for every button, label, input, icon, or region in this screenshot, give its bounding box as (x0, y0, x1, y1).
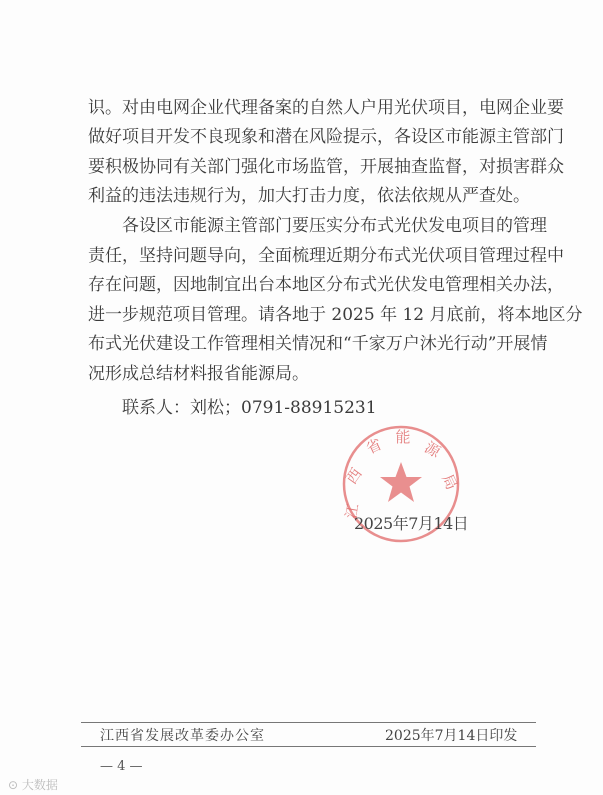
watermark (8, 776, 58, 793)
body-line: 进一步规范项目管理。请各地于 2025 年 12 月底前，将本地区分 (88, 305, 583, 325)
svg-text:省: 省 (363, 435, 385, 458)
body-line: 存在问题，因地制宜出台本地区分布式光伏发电管理相关办法， (88, 275, 564, 295)
svg-text:江: 江 (341, 502, 363, 521)
watermark-logo-icon: ⊙ (8, 778, 22, 792)
body-line: 责任，坚持问题导向，全面梳理近期分布式光伏项目管理过程中 (88, 246, 564, 266)
footer-org: 江西省发展改革委办公室 (100, 728, 265, 744)
body-line: 做好项目开发不良现象和潜在风险提示，各设区市能源主管部门 (88, 127, 564, 147)
footer-rule-top (81, 722, 536, 723)
contact-line: 联系人：刘松；0791-88915231 (122, 398, 377, 418)
footer-print-date: 2025年7月14日印发 (385, 728, 518, 744)
body-line: 布式光伏建设工作管理相关情况和“千家万户沐光行动”开展情 (88, 334, 548, 354)
svg-text:西: 西 (342, 464, 366, 488)
body-line: 利益的违法违规行为，加大打击力度，依法依规从严查处。 (88, 186, 530, 206)
body-line: 识。对由电网企业代理备案的自然人户用光伏项目，电网企业要 (88, 98, 564, 118)
body-line: 要积极协同有关部门强化市场监管，开展抽查监督，对损害群众 (88, 157, 564, 177)
page-number: — 4 — (100, 759, 143, 774)
body-line: 各设区市能源主管部门要压实分布式光伏发电项目的管理 (122, 216, 547, 236)
body-line: 况形成总结材料报省能源局。 (88, 364, 309, 384)
svg-text:源: 源 (421, 438, 444, 462)
star-icon (380, 462, 422, 502)
svg-text:局: 局 (438, 471, 461, 493)
svg-text:能: 能 (395, 428, 411, 446)
footer-rule-bottom (81, 746, 536, 747)
signature-date: 2025年7月14日 (354, 514, 469, 533)
watermark-text: 大数据 (21, 778, 58, 792)
